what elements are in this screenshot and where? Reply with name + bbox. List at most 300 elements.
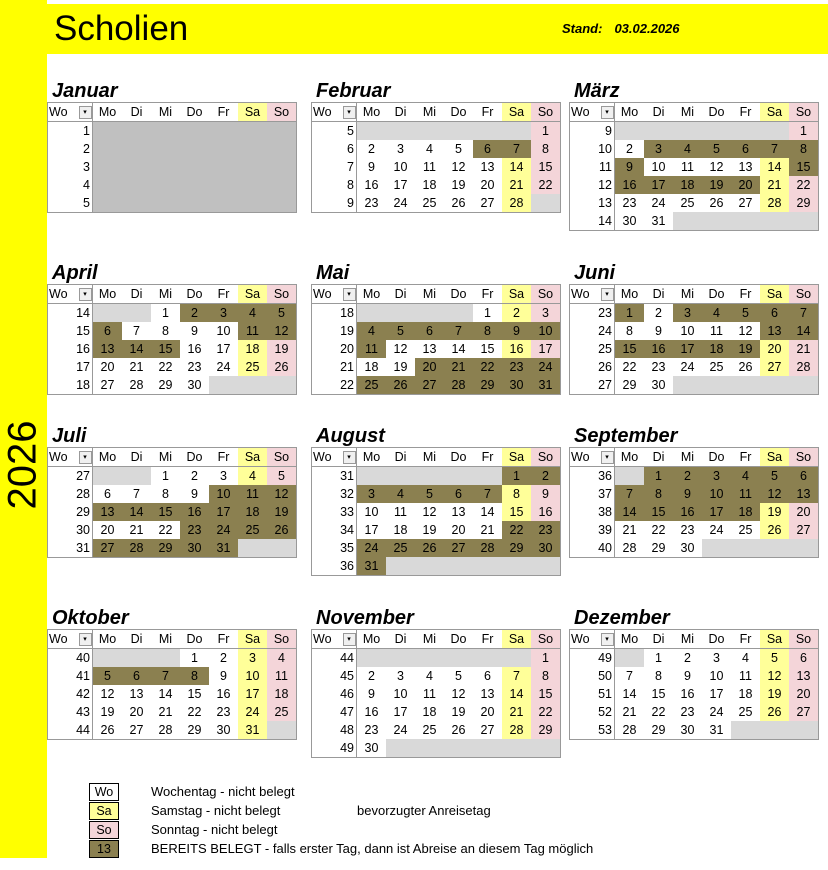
day-cell: 19 [386,358,415,376]
day-cell-empty [731,122,760,141]
day-cell: 29 [180,721,209,740]
day-cell: 10 [702,485,731,503]
weekday-header: Sa [502,103,531,122]
week-number: 26 [570,358,615,376]
day-cell-empty [267,376,297,395]
day-cell: 13 [473,158,502,176]
week-filter-dropdown[interactable] [600,448,615,467]
day-cell: 22 [180,703,209,721]
day-cell: 13 [415,340,444,358]
day-cell-empty [386,739,415,758]
day-cell-empty [93,649,123,668]
day-cell: 1 [502,467,531,486]
month-name: Juli [52,425,87,447]
legend-box-saturday: Sa [89,802,119,820]
day-cell: 18 [386,521,415,539]
week-number: 37 [570,485,615,503]
day-cell: 14 [502,158,531,176]
day-cell: 19 [444,703,473,721]
day-cell: 24 [673,358,702,376]
day-cell-empty [502,739,531,758]
month-name: Dezember [574,607,670,629]
weekday-header: Mi [673,448,702,467]
month-dezember [569,607,819,740]
week-number: 39 [570,521,615,539]
day-cell-empty [789,721,819,740]
day-cell: 2 [615,140,645,158]
weekday-header: So [789,630,819,649]
day-cell: 4 [238,467,267,486]
day-cell-empty [209,194,238,213]
weekday-header: So [531,448,561,467]
day-cell: 24 [531,358,561,376]
legend-row-saturday [89,802,789,820]
day-cell: 12 [760,485,789,503]
day-cell-empty [731,539,760,558]
day-cell: 29 [644,539,673,558]
day-cell: 14 [502,685,531,703]
week-filter-dropdown[interactable] [600,285,615,304]
day-cell: 31 [238,721,267,740]
week-header: Wo [570,103,601,122]
day-cell: 3 [238,649,267,668]
day-cell: 16 [209,685,238,703]
day-cell: 1 [789,122,819,141]
day-cell: 22 [789,176,819,194]
week-number: 7 [312,158,357,176]
day-cell: 20 [789,685,819,703]
week-number: 22 [312,376,357,395]
weekday-header: Mi [673,103,702,122]
weekday-header: Do [180,285,209,304]
day-cell: 15 [473,340,502,358]
day-cell-empty [502,649,531,668]
day-cell-empty [502,122,531,141]
day-cell: 15 [531,685,561,703]
weekday-header: Mo [615,103,645,122]
day-cell: 3 [702,649,731,668]
week-number: 28 [48,485,93,503]
day-cell: 21 [502,703,531,721]
day-cell-empty [386,557,415,576]
day-cell: 16 [357,703,387,721]
day-cell: 6 [93,322,123,340]
day-cell: 29 [151,539,180,558]
day-cell-empty [473,649,502,668]
day-cell: 11 [386,503,415,521]
day-cell: 13 [444,503,473,521]
day-cell: 19 [702,176,731,194]
week-number: 18 [312,304,357,323]
day-cell: 2 [209,649,238,668]
dropdown-arrow-icon[interactable]: ▾ [343,633,356,646]
week-filter-dropdown[interactable] [600,630,615,649]
day-cell-empty [789,539,819,558]
day-cell: 3 [673,304,702,323]
day-cell: 22 [502,521,531,539]
day-cell: 26 [267,521,297,539]
week-number: 35 [312,539,357,557]
day-cell-empty [673,376,702,395]
dropdown-arrow-icon[interactable]: ▾ [601,106,614,119]
stand-label: Stand: [562,21,603,36]
week-number: 21 [312,358,357,376]
day-cell: 7 [122,322,151,340]
weekday-header: Sa [760,103,789,122]
day-cell: 28 [502,194,531,213]
day-cell: 4 [673,140,702,158]
month-märz [569,80,819,231]
stand-date: 03.02.2026 [614,21,680,36]
day-cell: 13 [789,485,819,503]
day-cell: 22 [644,703,673,721]
day-cell: 15 [531,158,561,176]
week-filter-dropdown[interactable] [78,448,93,467]
weekday-header: Di [644,285,673,304]
day-cell-empty [238,122,267,141]
week-header: Wo [312,630,343,649]
week-filter-dropdown[interactable] [78,285,93,304]
day-cell-empty [238,539,267,558]
day-cell: 3 [531,304,561,323]
day-cell-empty [444,304,473,323]
weekday-header: Do [444,630,473,649]
dropdown-arrow-icon[interactable]: ▾ [601,633,614,646]
day-cell-empty [238,158,267,176]
day-cell: 2 [644,304,673,323]
weekday-header: So [267,448,297,467]
week-filter-dropdown[interactable] [78,630,93,649]
day-cell-empty [673,122,702,141]
day-cell-empty [93,176,123,194]
month-april [47,262,297,395]
legend-box-sunday: So [89,821,119,839]
weekday-header: Di [122,630,151,649]
day-cell: 5 [267,467,297,486]
legend-note-arrival: bevorzugter Anreisetag [357,803,491,818]
day-cell: 27 [760,358,789,376]
day-cell: 5 [386,322,415,340]
week-filter-dropdown[interactable] [342,103,357,122]
day-cell: 25 [415,194,444,213]
day-cell: 23 [357,194,387,213]
dropdown-arrow-icon[interactable]: ▾ [601,288,614,301]
weekday-header: Fr [473,285,502,304]
day-cell: 8 [644,485,673,503]
day-cell: 2 [180,467,209,486]
week-number: 27 [48,467,93,486]
day-cell-empty [415,304,444,323]
week-number: 40 [570,539,615,558]
day-cell-empty [180,140,209,158]
weekday-header: So [531,285,561,304]
weekday-header: Di [122,103,151,122]
dropdown-arrow-icon[interactable]: ▾ [343,106,356,119]
day-cell: 24 [209,521,238,539]
day-cell: 24 [386,721,415,739]
day-cell: 6 [122,667,151,685]
dropdown-arrow-icon[interactable]: ▾ [343,451,356,464]
day-cell: 25 [731,703,760,721]
day-cell: 2 [180,304,209,323]
week-number: 31 [48,539,93,558]
day-cell-empty [238,176,267,194]
day-cell: 11 [731,667,760,685]
weekday-header: So [789,285,819,304]
day-cell: 2 [673,467,702,486]
day-cell: 15 [151,503,180,521]
weekday-header: Fr [473,448,502,467]
day-cell: 8 [473,322,502,340]
day-cell: 1 [180,649,209,668]
day-cell-empty [122,194,151,213]
week-number: 11 [570,158,615,176]
day-cell-empty [238,194,267,213]
day-cell: 16 [531,503,561,521]
month-table [311,102,561,213]
day-cell: 26 [386,376,415,395]
dropdown-arrow-icon[interactable]: ▾ [79,288,92,301]
week-number: 27 [570,376,615,395]
day-cell: 20 [473,703,502,721]
week-number: 43 [48,703,93,721]
month-name: August [316,425,385,447]
day-cell-empty [209,140,238,158]
dropdown-arrow-icon[interactable]: ▾ [601,451,614,464]
day-cell: 30 [531,539,561,557]
day-cell: 13 [789,667,819,685]
week-number: 33 [312,503,357,521]
day-cell: 26 [444,194,473,213]
day-cell: 30 [673,539,702,558]
weekday-header: Mi [673,630,702,649]
day-cell-empty [209,376,238,395]
day-cell: 28 [473,539,502,557]
day-cell: 24 [238,703,267,721]
month-table [569,629,819,740]
week-number: 36 [570,467,615,486]
day-cell: 19 [731,340,760,358]
day-cell-empty [357,304,387,323]
day-cell-empty [444,649,473,668]
day-cell: 23 [180,521,209,539]
week-number: 49 [312,739,357,758]
day-cell-empty [238,140,267,158]
day-cell: 3 [386,140,415,158]
week-number: 19 [312,322,357,340]
weekday-header: Do [444,448,473,467]
weekday-header: Di [386,285,415,304]
day-cell: 16 [644,340,673,358]
weekday-header: Sa [238,285,267,304]
week-number: 30 [48,521,93,539]
weekday-header: Do [180,630,209,649]
weekday-header: Di [122,285,151,304]
day-cell: 18 [731,503,760,521]
month-name: Januar [52,80,118,102]
day-cell: 4 [238,304,267,323]
dropdown-arrow-icon[interactable]: ▾ [79,451,92,464]
week-number: 44 [312,649,357,668]
month-table [569,284,819,395]
week-number: 34 [312,521,357,539]
legend-box-weekday: Wo [89,783,119,801]
day-cell-empty [151,140,180,158]
week-number: 51 [570,685,615,703]
day-cell-empty [531,194,561,213]
weekday-header: Do [444,103,473,122]
weekday-header: So [531,630,561,649]
day-cell: 6 [789,467,819,486]
day-cell: 9 [180,322,209,340]
weekday-header: Mo [357,630,387,649]
day-cell-empty [702,122,731,141]
day-cell: 10 [531,322,561,340]
day-cell: 29 [502,539,531,557]
day-cell: 3 [209,304,238,323]
week-filter-dropdown[interactable] [342,630,357,649]
week-number: 18 [48,376,93,395]
day-cell: 20 [93,521,123,539]
day-cell: 7 [502,667,531,685]
dropdown-arrow-icon[interactable]: ▾ [79,106,92,119]
day-cell-empty [93,304,123,323]
day-cell: 24 [702,521,731,539]
day-cell-empty [151,122,180,141]
day-cell: 13 [473,685,502,703]
weekday-header: Mo [357,448,387,467]
weekday-header: Mo [357,103,387,122]
week-number: 48 [312,721,357,739]
week-number: 3 [48,158,93,176]
month-name: September [574,425,678,447]
week-number: 38 [570,503,615,521]
day-cell: 18 [238,503,267,521]
day-cell: 21 [615,703,645,721]
day-cell: 17 [357,521,387,539]
day-cell: 23 [673,521,702,539]
week-number: 40 [48,649,93,668]
day-cell: 16 [673,503,702,521]
day-cell-empty [151,176,180,194]
month-table [47,102,297,213]
day-cell-empty [209,158,238,176]
day-cell: 28 [122,376,151,395]
day-cell: 31 [644,212,673,231]
day-cell-empty [357,467,387,486]
day-cell: 12 [386,340,415,358]
day-cell: 3 [357,485,387,503]
day-cell: 23 [531,521,561,539]
day-cell: 11 [238,322,267,340]
weekday-header: Do [702,448,731,467]
day-cell: 7 [615,667,645,685]
week-number: 29 [48,503,93,521]
day-cell-empty [386,467,415,486]
day-cell: 5 [760,467,789,486]
day-cell: 20 [444,521,473,539]
weekday-header: Do [702,285,731,304]
week-filter-dropdown[interactable] [342,285,357,304]
day-cell: 16 [673,685,702,703]
day-cell-empty [267,539,297,558]
month-mai [311,262,561,395]
day-cell: 28 [615,721,645,740]
day-cell: 1 [531,649,561,668]
day-cell: 1 [644,649,673,668]
dropdown-arrow-icon[interactable]: ▾ [79,633,92,646]
day-cell: 7 [789,304,819,323]
day-cell: 22 [531,703,561,721]
week-filter-dropdown[interactable] [600,103,615,122]
day-cell-empty [760,376,789,395]
day-cell: 19 [760,685,789,703]
day-cell: 30 [644,376,673,395]
week-filter-dropdown[interactable] [78,103,93,122]
month-februar [311,80,561,213]
weekday-header: Mi [151,448,180,467]
day-cell: 30 [615,212,645,231]
weekday-header: Sa [502,285,531,304]
day-cell: 18 [415,176,444,194]
week-number: 17 [48,358,93,376]
day-cell-empty [357,649,387,668]
week-filter-dropdown[interactable] [342,448,357,467]
day-cell: 10 [386,685,415,703]
stand-info [562,21,680,36]
day-cell: 12 [702,158,731,176]
weekday-header: Di [122,448,151,467]
day-cell-empty [93,122,123,141]
week-number: 15 [48,322,93,340]
dropdown-arrow-icon[interactable]: ▾ [343,288,356,301]
day-cell: 14 [615,685,645,703]
day-cell: 27 [93,376,123,395]
day-cell: 8 [644,667,673,685]
day-cell-empty [386,304,415,323]
weekday-header: Do [702,103,731,122]
day-cell: 7 [473,485,502,503]
day-cell: 18 [731,685,760,703]
legend-row-weekday [89,783,789,801]
day-cell: 1 [473,304,502,323]
weekday-header: Mo [93,285,123,304]
day-cell: 23 [209,703,238,721]
month-table [311,447,561,576]
day-cell: 23 [357,721,387,739]
day-cell: 4 [386,485,415,503]
day-cell-empty [444,122,473,141]
day-cell-empty [615,649,645,668]
day-cell: 31 [531,376,561,395]
day-cell: 18 [702,340,731,358]
day-cell-empty [122,122,151,141]
day-cell: 9 [615,158,645,176]
month-november [311,607,561,758]
weekday-header: So [531,103,561,122]
weekday-header: So [267,630,297,649]
month-table [569,102,819,231]
weekday-header: Mi [151,630,180,649]
day-cell-empty [760,721,789,740]
day-cell-empty [180,122,209,141]
day-cell: 6 [93,485,123,503]
day-cell: 27 [444,539,473,557]
week-number: 2 [48,140,93,158]
day-cell-empty [673,212,702,231]
day-cell: 19 [267,503,297,521]
weekday-header: Mo [615,285,645,304]
